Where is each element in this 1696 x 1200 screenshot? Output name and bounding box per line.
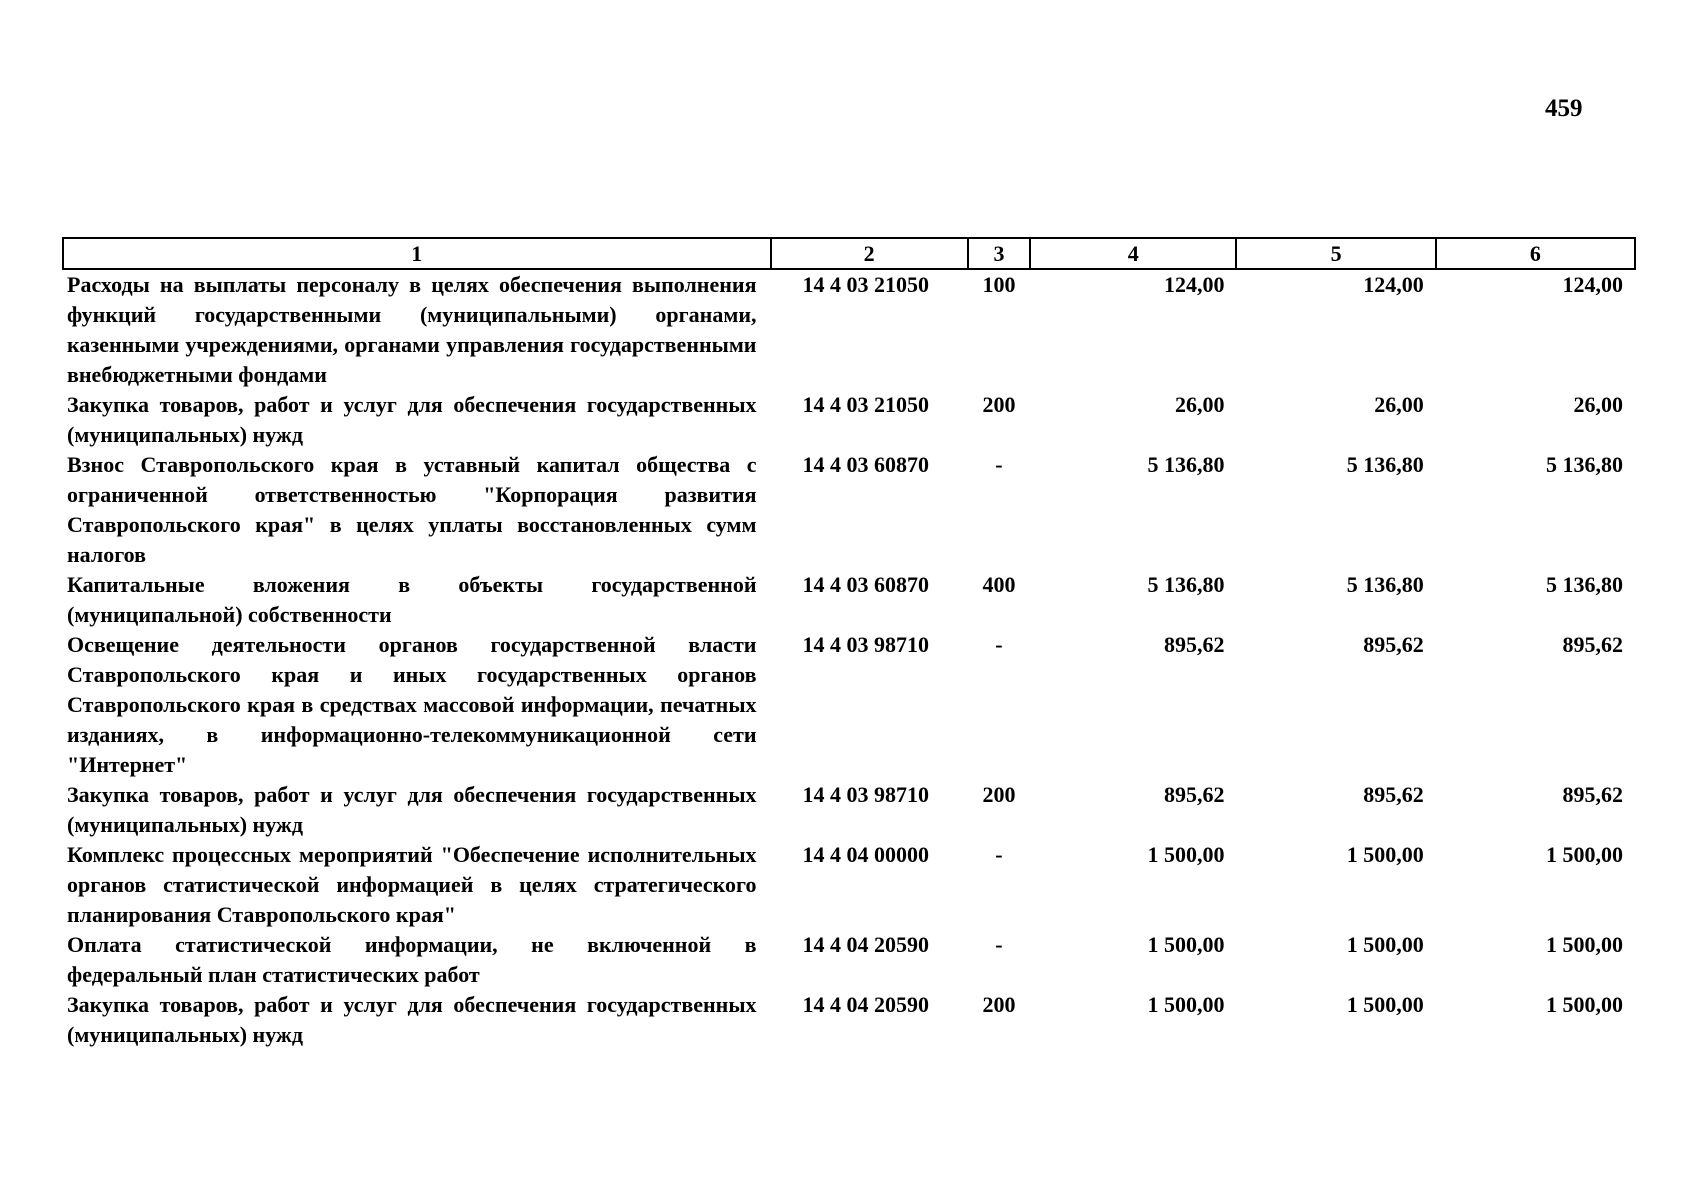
row-expense-type: - (995, 452, 1003, 477)
row-value-col4: 5 136,80 (1147, 572, 1225, 597)
table-row (63, 990, 1635, 1050)
row-name: Расходы на выплаты персоналу в целях обеспечения выполнения функций государственными (муниципальными) органами, казенными учреждениями, органами управления государственными внебюджетными фондами (67, 272, 757, 387)
row-value-col4: 26,00 (1174, 392, 1225, 417)
row-value-col4: 1 500,00 (1147, 992, 1225, 1017)
row-target-code: 14 4 03 21050 (802, 272, 929, 297)
row-name: Освещение деятельности органов государственной власти Ставропольского края и иных государственных органов Ставропольского края в средствах массовой информации, печатных изданиях, в информационно-телекоммуникационной сети "Интернет" (67, 632, 757, 777)
row-value-col6: 124,00 (1562, 272, 1623, 297)
row-value-col6: 895,62 (1562, 782, 1623, 807)
row-name: Капитальные вложения в объекты государственной (муниципальной) собственности (67, 572, 757, 627)
row-target-code: 14 4 03 60870 (802, 452, 929, 477)
column-header-3: 3 (968, 238, 1030, 269)
row-value-col5: 5 136,80 (1346, 452, 1424, 477)
column-header-2: 2 (771, 238, 968, 269)
row-value-col6: 5 136,80 (1546, 572, 1623, 597)
header-row (63, 238, 1635, 269)
page-number: 459 (1545, 95, 1583, 122)
column-header-5: 5 (1236, 238, 1435, 269)
row-value-col4: 1 500,00 (1147, 842, 1225, 867)
row-expense-type: 400 (982, 572, 1016, 597)
row-target-code: 14 4 04 20590 (802, 992, 929, 1017)
row-target-code: 14 4 04 00000 (802, 842, 929, 867)
column-header-4: 4 (1030, 238, 1236, 269)
row-target-code: 14 4 03 98710 (802, 632, 929, 657)
table-body (63, 269, 1635, 1050)
table-row (63, 390, 1635, 450)
table-row (63, 930, 1635, 990)
row-value-col4: 5 136,80 (1147, 452, 1225, 477)
row-name: Закупка товаров, работ и услуг для обеспечения государственных (муниципальных) нужд (67, 992, 757, 1047)
row-target-code: 14 4 03 98710 (802, 782, 929, 807)
row-name: Закупка товаров, работ и услуг для обеспечения государственных (муниципальных) нужд (67, 782, 757, 837)
row-value-col4: 124,00 (1163, 272, 1225, 297)
row-value-col5: 26,00 (1374, 392, 1424, 417)
column-header-6: 6 (1436, 238, 1635, 269)
row-value-col4: 895,62 (1163, 632, 1225, 657)
row-value-col5: 895,62 (1363, 632, 1424, 657)
row-value-col5: 1 500,00 (1346, 932, 1424, 957)
table-header (63, 238, 1635, 269)
row-target-code: 14 4 03 21050 (802, 392, 929, 417)
row-value-col5: 5 136,80 (1346, 572, 1424, 597)
table-row (63, 780, 1635, 840)
row-value-col6: 1 500,00 (1546, 932, 1623, 957)
row-expense-type: - (995, 842, 1003, 867)
row-name: Оплата статистической информации, не включенной в федеральный план статистических работ (67, 932, 757, 987)
row-expense-type: 100 (982, 272, 1016, 297)
row-value-col5: 1 500,00 (1346, 842, 1424, 867)
table-row (63, 269, 1635, 390)
row-value-col5: 1 500,00 (1346, 992, 1424, 1017)
row-value-col6: 26,00 (1573, 392, 1623, 417)
table-row (63, 570, 1635, 630)
row-value-col6: 1 500,00 (1546, 842, 1623, 867)
row-value-col6: 5 136,80 (1546, 452, 1623, 477)
row-name: Комплекс процессных мероприятий "Обеспечение исполнительных органов статистической информацией в целях стратегического планирования Ставропольского края" (67, 842, 757, 927)
row-value-col6: 895,62 (1562, 632, 1623, 657)
row-expense-type: 200 (982, 992, 1016, 1017)
row-expense-type: 200 (982, 782, 1016, 807)
row-expense-type: - (995, 932, 1003, 957)
table-row (63, 450, 1635, 570)
row-value-col4: 1 500,00 (1147, 932, 1225, 957)
row-target-code: 14 4 03 60870 (802, 572, 929, 597)
row-value-col5: 124,00 (1363, 272, 1424, 297)
row-value-col6: 1 500,00 (1546, 992, 1623, 1017)
row-value-col5: 895,62 (1363, 782, 1424, 807)
table-row (63, 840, 1635, 930)
column-header-1: 1 (63, 238, 771, 269)
table-row (63, 630, 1635, 780)
row-target-code: 14 4 04 20590 (802, 932, 929, 957)
row-expense-type: - (995, 632, 1003, 657)
row-expense-type: 200 (982, 392, 1016, 417)
budget-table (62, 237, 1636, 1050)
row-name: Закупка товаров, работ и услуг для обеспечения государственных (муниципальных) нужд (67, 392, 757, 447)
row-name: Взнос Ставропольского края в уставный капитал общества с ограниченной ответственностью "Корпорация развития Ставропольского края" в целях уплаты восстановленных сумм налогов (67, 452, 757, 567)
row-value-col4: 895,62 (1163, 782, 1225, 807)
